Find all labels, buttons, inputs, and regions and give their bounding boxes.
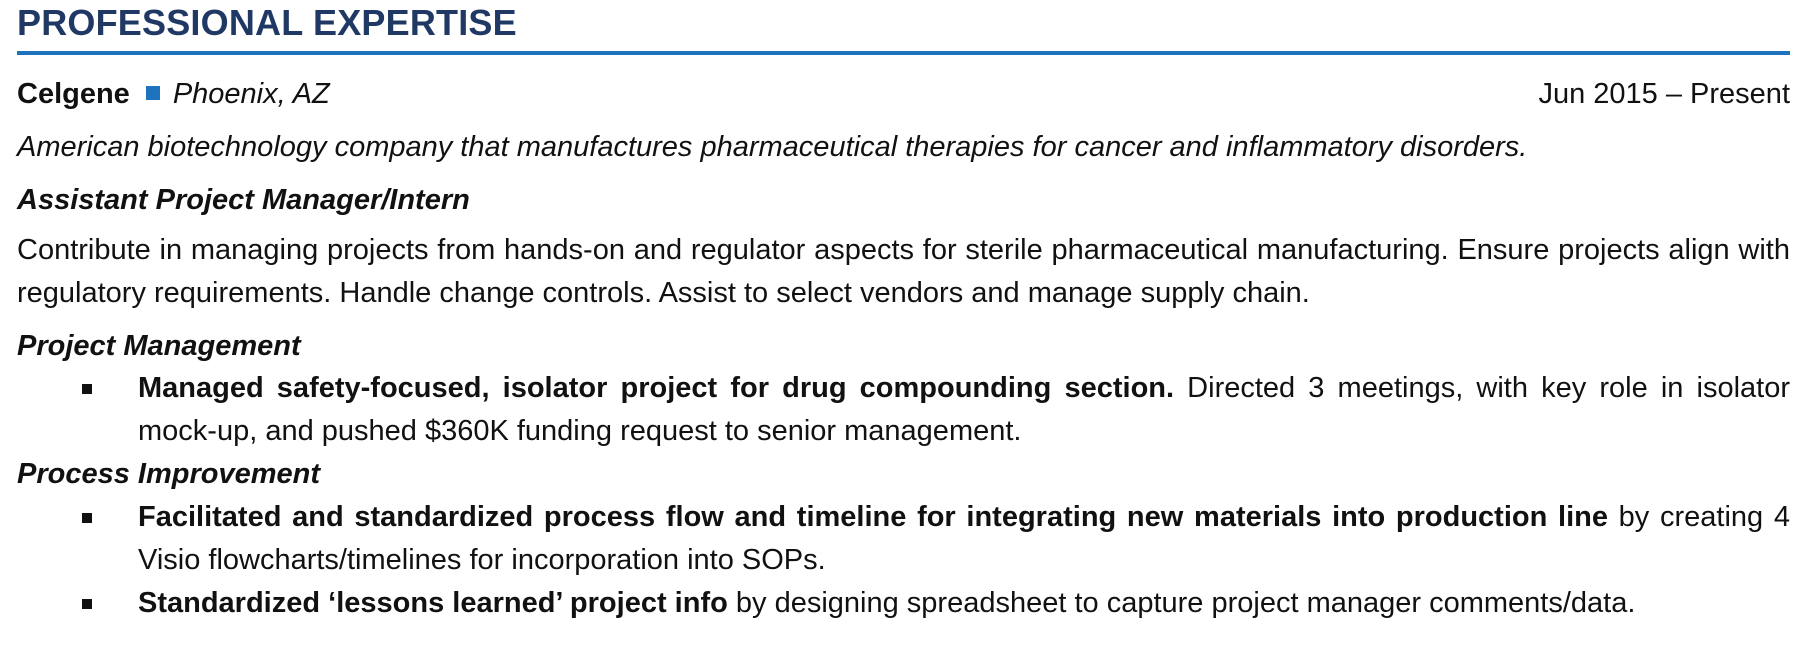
bullet-text: by designing spreadsheet to capture project manager comments/data. <box>727 587 1636 619</box>
section-title: PROFESSIONAL EXPERTISE <box>17 2 517 43</box>
job-title: Assistant Project Manager/Intern <box>17 184 470 216</box>
list-item <box>138 496 1790 582</box>
company-line <box>17 73 1790 116</box>
bullet-text: by creating 4 Visio flowcharts/timelines for incorporation into SOPs. <box>138 501 1790 576</box>
bullet-lead: Managed safety-focused, isolator project for drug compounding section. <box>138 372 1175 404</box>
list-item <box>138 582 1790 625</box>
list-item <box>138 367 1790 453</box>
square-bullet-icon <box>82 599 92 609</box>
bullet-lead: Facilitated and standardized process flow and timeline for integrating new materials into production line <box>138 501 1608 533</box>
bullet-lead: Standardized ‘lessons learned’ project info <box>138 587 728 619</box>
subheading-process-improvement: Process Improvement <box>17 458 321 490</box>
square-separator-icon <box>146 86 160 100</box>
employment-dates: Jun 2015 – Present <box>1538 78 1790 110</box>
company-location: Phoenix, AZ <box>172 78 330 110</box>
company-description: American biotechnology company that manufactures pharmaceutical therapies for cancer and inflammatory disorders. <box>17 131 1528 163</box>
role-summary: Contribute in managing projects from hands-on and regulator aspects for sterile pharmaceutical manufacturing. Ensure projects align with regulatory requirements. Handle change controls. Assist to select vendors and manage supply chain. <box>17 234 1790 309</box>
section-divider <box>17 51 1790 55</box>
bullet-text: Directed 3 meetings, with key role in isolator mock-up, and pushed $360K funding request to senior management. <box>138 372 1790 447</box>
subheading-project-management: Project Management <box>17 330 301 362</box>
company-name: Celgene <box>17 78 130 110</box>
square-bullet-icon <box>82 384 92 394</box>
square-bullet-icon <box>82 513 92 523</box>
